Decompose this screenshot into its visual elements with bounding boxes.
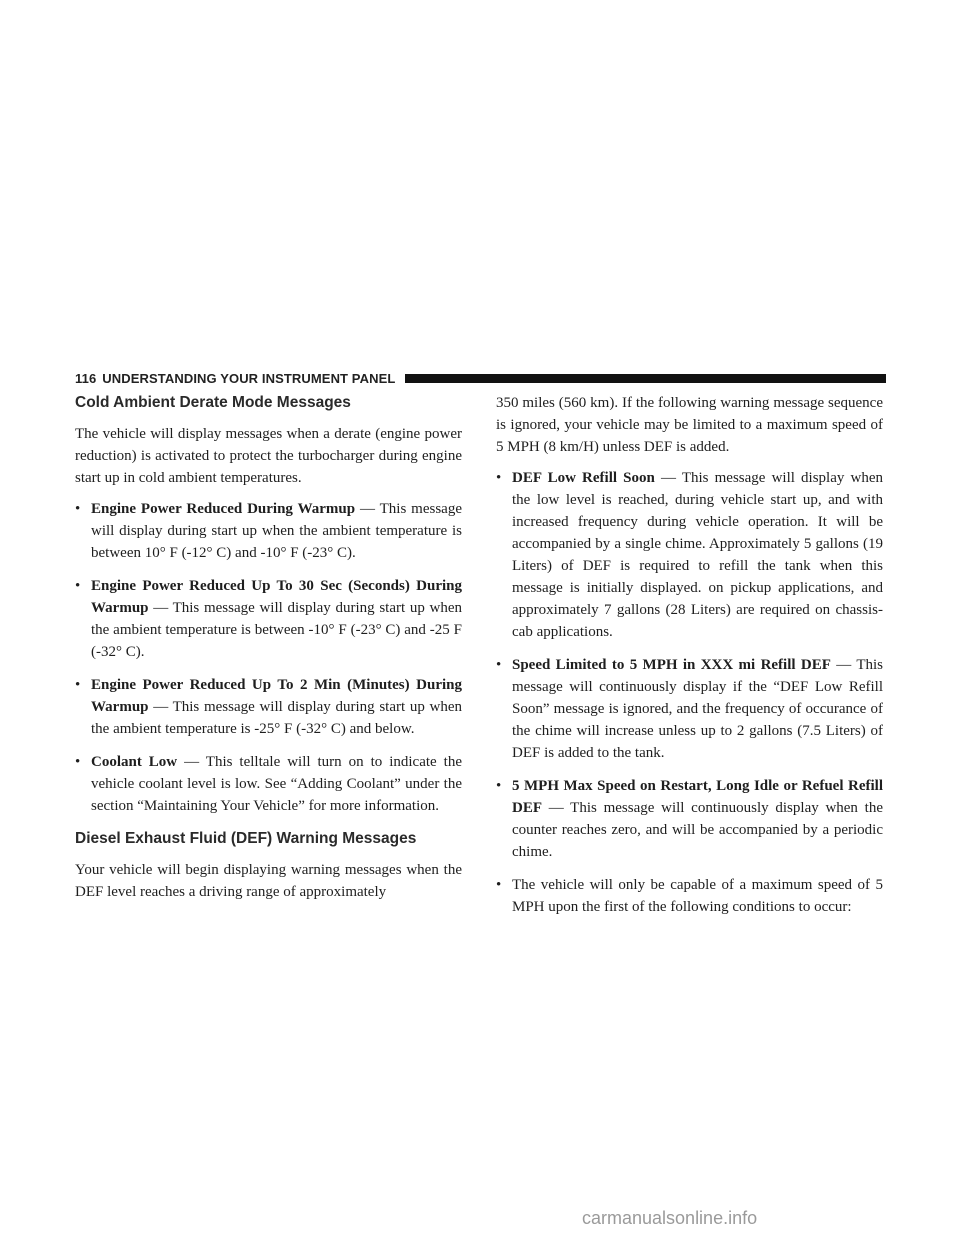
list-item-text: The vehicle will only be capable of a maximum speed of 5 MPH upon the first of the following conditions to occur: (512, 877, 883, 915)
list-item (75, 498, 462, 564)
list-item-term: Coolant Low (91, 754, 178, 770)
bullet-icon: • (496, 778, 502, 794)
list-item (496, 874, 883, 918)
left-column (75, 392, 462, 912)
list-item-text: — This message will continuously display when the counter reaches zero, and will be accompanied by a periodic chime. (512, 800, 883, 860)
bullet-icon: • (75, 677, 81, 693)
page-number: 116 (75, 370, 97, 386)
bullet-icon: • (75, 754, 81, 770)
list-item-text: — This message will display when the low level is reached, during vehicle start up, and with increased frequency during vehicle operation. It will be accompanied by a single chime. Approximately 5 gallons (19 Liters) of DEF is required to refill the tank when this message is initially displayed. on pickup applications, and approximately 7 gallons (28 Liters) are required on chassis-cab applications. (512, 470, 883, 640)
cold-ambient-intro: The vehicle will display messages when a derate (engine power reduction) is activated to protect the turbocharger during engine start up in cold ambient temperatures. (75, 426, 462, 486)
page-header (75, 369, 886, 387)
list-item (75, 674, 462, 740)
cold-ambient-heading: Cold Ambient Derate Mode Messages (75, 394, 351, 411)
list-item-term: DEF Low Refill Soon (512, 470, 655, 486)
bullet-icon: • (75, 578, 81, 594)
section-title: UNDERSTANDING YOUR INSTRUMENT PANEL (102, 370, 396, 386)
list-item (496, 775, 883, 863)
list-item-text: — This telltale will turn on to indicate the vehicle coolant level is low. See “Adding Coolant” under the section “Maintaining Your Vehicle” for more information. (91, 754, 462, 814)
list-item-term: Speed Limited to 5 MPH in XXX mi Refill DEF (512, 657, 831, 673)
list-item (75, 575, 462, 663)
list-item (496, 654, 883, 764)
right-column (496, 392, 883, 929)
list-item (496, 467, 883, 643)
header-rule (405, 374, 886, 383)
bullet-icon: • (496, 470, 502, 486)
list-item-term: Engine Power Reduced Up To 2 Min (Minutes) During Warmup (91, 677, 462, 715)
bullet-icon: • (75, 501, 81, 517)
list-item-term: Engine Power Reduced During Warmup (91, 501, 356, 517)
list-item (75, 751, 462, 817)
list-item-term: 5 MPH Max Speed on Restart, Long Idle or Refuel Refill DEF (512, 778, 883, 816)
def-warning-heading: Diesel Exhaust Fluid (DEF) Warning Messages (75, 830, 417, 847)
list-item-text: — This message will continuously display if the “DEF Low Refill Soon” message is ignored, and the frequency of occurance of the chime will increase unless up to 2 gallons (7.5 Liters) of DEF is added to the tank. (512, 657, 883, 761)
list-item-term: Engine Power Reduced Up To 30 Sec (Seconds) During Warmup (91, 578, 462, 616)
list-item-text: — This message will display during start up when the ambient temperature is between 10° F (-12° C) and -10° F (-23° C). (91, 501, 462, 561)
def-warning-intro: Your vehicle will begin displaying warning messages when the DEF level reaches a driving range of approximately (75, 862, 462, 900)
bullet-icon: • (496, 657, 502, 673)
cold-ambient-list (75, 498, 462, 817)
list-item-text: — This message will display during start up when the ambient temperature is -25° F (-32° C) and below. (91, 699, 462, 737)
bullet-icon: • (496, 877, 502, 893)
list-item-text: — This message will display during start up when the ambient temperature is between -10° F (-23° C) and -25 F (-32° C). (91, 600, 462, 660)
def-warning-list (496, 467, 883, 918)
def-warning-continued: 350 miles (560 km). If the following warning message sequence is ignored, your vehicle may be limited to a maximum speed of 5 MPH (8 km/H) unless DEF is added. (496, 395, 883, 455)
watermark: carmanualsonline.info (582, 1208, 758, 1228)
